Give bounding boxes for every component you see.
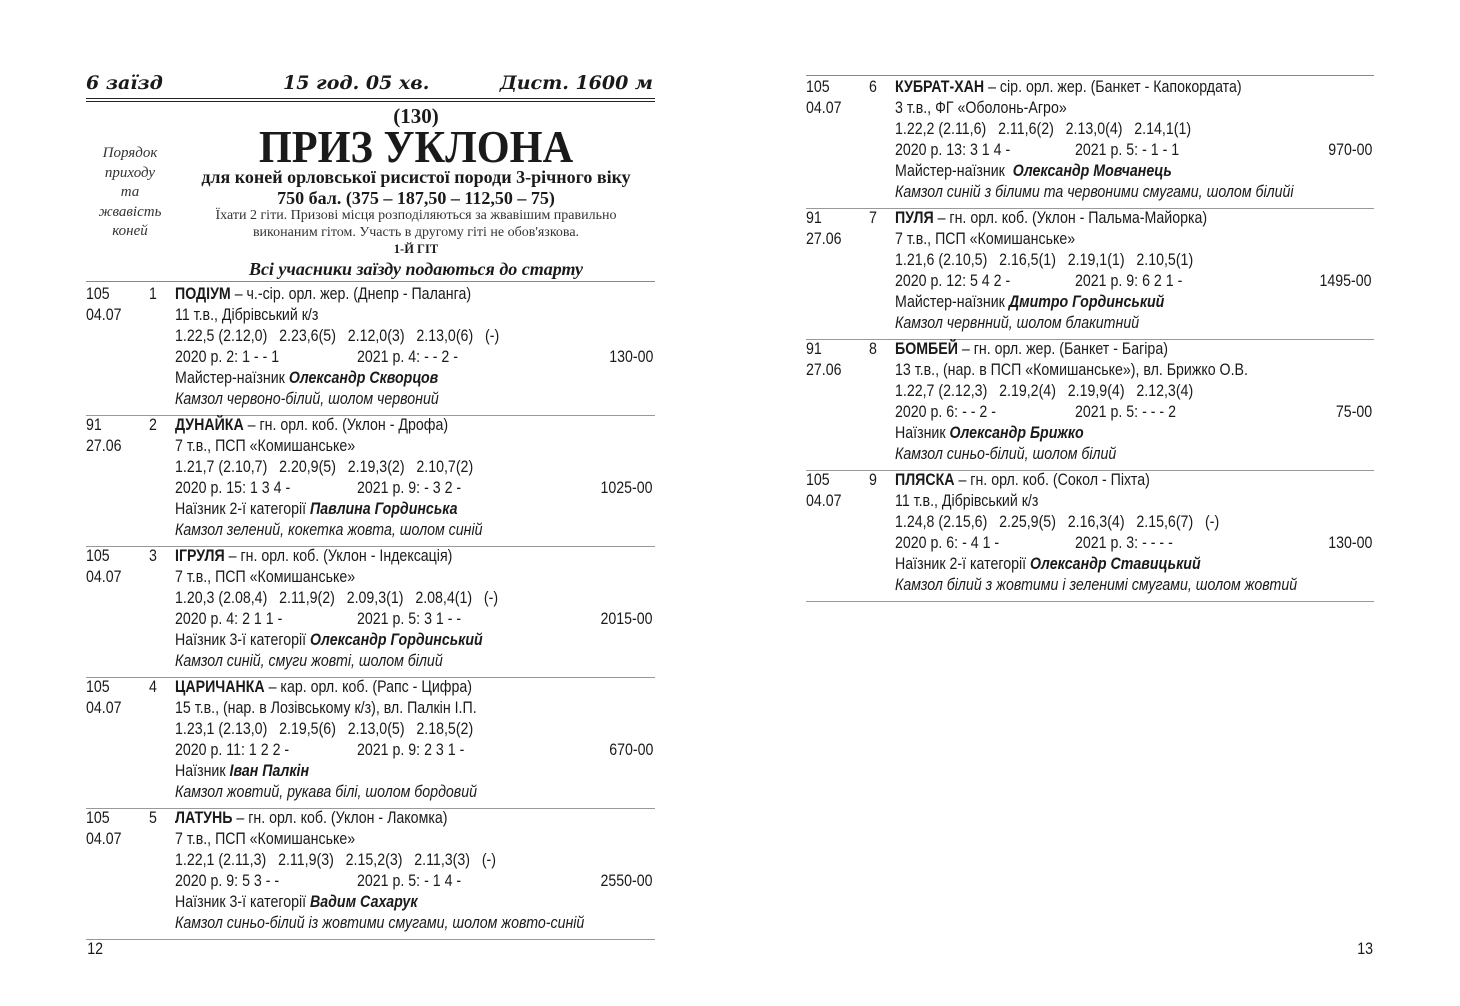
horse-description: – сір. орл. жер. (Банкет - Капокордата) — [984, 78, 1242, 96]
rider-title: Наїзник 2-ї категорії — [895, 555, 1031, 573]
silks-colors: Камзол жовтий, рукава білі, шолом бордовий — [175, 783, 478, 801]
earnings: 130-00 — [608, 348, 653, 366]
rider-title: Наїзник — [175, 762, 230, 780]
rider-name: Іван Палкін — [229, 762, 310, 780]
horse-line — [895, 208, 1207, 229]
origin: 13 т.в., (нар. в ПСП «Комишанське»), вл. Брижко О.В. — [895, 361, 1248, 379]
earnings: 670-00 — [608, 741, 653, 759]
rider-title: Майстер-наїзник — [895, 293, 1009, 311]
horse-description: – гн. орл. коб. (Уклон - Лакомка) — [232, 809, 448, 827]
horse-entry — [86, 808, 655, 940]
race-number: 6 заїзд — [86, 72, 163, 94]
horse-entry — [86, 284, 655, 416]
rider-line — [175, 499, 458, 520]
rider-name: Павлина Гординська — [310, 500, 458, 518]
horse-description: – гн. орл. коб. (Сокол - Піхта) — [954, 471, 1150, 489]
rider-name: Олександр Скворцов — [288, 369, 439, 387]
horse-name: ПУЛЯ — [895, 209, 934, 227]
silks-colors: Камзол білий з жовтими і зеленимі смугами, шолом жовтий — [895, 576, 1298, 594]
record-2021: 2021 р. 9: 6 2 1 - — [1075, 272, 1183, 290]
rider-line — [175, 368, 438, 389]
silks-colors: Камзол червнний, шолом блакитний — [895, 314, 1140, 332]
date: 27.06 — [806, 230, 842, 248]
date: 27.06 — [806, 361, 842, 379]
horse-entry — [806, 77, 1374, 209]
date: 04.07 — [806, 99, 842, 117]
date: 27.06 — [86, 437, 122, 455]
origin: 3 т.в., ФГ «Оболонь-Агро» — [895, 99, 1067, 117]
prize-points: 750 бал. (375 – 187,50 – 112,50 – 75) — [277, 188, 555, 208]
start-number: 2 — [149, 416, 157, 434]
side-label-line: жвавість — [98, 203, 162, 220]
start-note: Всі учасники заїзду подаються до старту — [248, 259, 584, 279]
horse-name: БОМБЕЙ — [895, 340, 958, 358]
weight: 105 — [806, 471, 830, 489]
rider-line — [895, 423, 1084, 444]
rider-name: Дмитро Гординський — [1008, 293, 1165, 311]
times: 1.23,1 (2.13,0) 2.19,5(6) 2.13,0(5) 2.18,5(2) — [175, 720, 474, 738]
side-label-line: Порядок — [102, 145, 158, 161]
earnings: 75-00 — [1335, 403, 1372, 421]
date: 04.07 — [86, 830, 122, 848]
rider-line — [895, 161, 1172, 182]
record-2020: 2020 р. 6: - - 2 - — [895, 403, 996, 421]
record-2020: 2020 р. 9: 5 3 - - — [175, 872, 280, 890]
horse-description: – гн. орл. коб. (Уклон - Дрофа) — [243, 416, 449, 434]
weight: 91 — [806, 209, 822, 227]
horse-entry — [806, 208, 1374, 340]
times: 1.22,7 (2.12,3) 2.19,2(4) 2.19,9(4) 2.12,3(4) — [895, 382, 1194, 400]
prize-number: (130) — [393, 104, 439, 128]
silks-colors: Камзол червоно-білий, шолом червоний — [175, 390, 439, 408]
horse-name: КУБРАТ-ХАН — [895, 78, 985, 96]
rider-name: Вадим Сахарук — [310, 893, 418, 911]
earnings: 130-00 — [1327, 534, 1372, 552]
times: 1.21,6 (2.10,5) 2.16,5(1) 2.19,1(1) 2.10,5(1) — [895, 251, 1194, 269]
subtitle: для коней орловської рисистої породи 3-річного віку — [201, 167, 631, 187]
weight: 105 — [86, 678, 110, 696]
record-2020: 2020 р. 13: 3 1 4 - — [895, 141, 1011, 159]
origin: 15 т.в., (нар. в Лозівському к/з), вл. Палкін І.П. — [175, 699, 477, 717]
earnings: 2015-00 — [600, 610, 653, 628]
horse-entry — [806, 470, 1374, 602]
side-label-line: коней — [112, 223, 148, 239]
date: 04.07 — [86, 568, 122, 586]
rider-line — [895, 554, 1201, 575]
record-2021: 2021 р. 5: - - - 2 — [1075, 403, 1176, 421]
rider-line — [175, 892, 418, 913]
side-label-line: приходу — [104, 164, 156, 181]
page-number: 12 — [87, 940, 104, 958]
origin: 11 т.в., Дібрівський к/з — [895, 492, 1039, 510]
page-number: 13 — [1356, 940, 1373, 958]
horse-name: ІГРУЛЯ — [175, 547, 225, 565]
horse-description: – кар. орл. коб. (Рапс - Цифра) — [264, 678, 472, 696]
date: 04.07 — [86, 699, 122, 717]
rider-title: Майстер-наїзник — [895, 162, 1013, 180]
horse-line — [175, 677, 472, 698]
horse-description: – гн. орл. коб. (Уклон - Пальма-Майорка) — [933, 209, 1208, 227]
times: 1.22,1 (2.11,3) 2.11,9(3) 2.15,2(3) 2.11,3(3) (-) — [175, 851, 497, 869]
silks-colors: Камзол синій, смуги жовті, шолом білий — [175, 652, 443, 670]
rider-name: Олександр Ставицький — [1030, 555, 1201, 573]
record-2020: 2020 р. 6: - 4 1 - — [895, 534, 1000, 552]
start-number: 5 — [149, 809, 157, 827]
horse-description: – гн. орл. жер. (Банкет - Багіра) — [957, 340, 1168, 358]
horse-line — [895, 339, 1168, 360]
horse-name: ЛАТУНЬ — [175, 809, 233, 827]
origin: 7 т.в., ПСП «Комишанське» — [895, 230, 1076, 248]
times: 1.20,3 (2.08,4) 2.11,9(2) 2.09,3(1) 2.08,4(1) (-) — [175, 589, 499, 607]
horse-entry — [806, 339, 1374, 471]
origin: 7 т.в., ПСП «Комишанське» — [175, 568, 356, 586]
horse-line — [175, 415, 448, 436]
side-label-line: та — [120, 184, 140, 200]
side-label — [86, 144, 174, 242]
rules-line: виконаним гітом. Участь в другому гіті не обов'язкова. — [252, 225, 580, 240]
rider-title: Наїзник 2-ї категорії — [175, 500, 311, 518]
horse-name: ПОДІУМ — [175, 285, 231, 303]
earnings: 2550-00 — [600, 872, 653, 890]
record-2020: 2020 р. 4: 2 1 1 - — [175, 610, 283, 628]
silks-colors: Камзол зелений, кокетка жовта, шолом синій — [175, 521, 483, 539]
rider-title: Наїзник 3-ї категорії — [175, 631, 311, 649]
silks-colors: Камзол синьо-білий, шолом білий — [895, 445, 1117, 463]
horse-line — [895, 470, 1150, 491]
rider-name: Олександр Гординський — [310, 631, 483, 649]
record-2020: 2020 р. 15: 1 3 4 - — [175, 479, 291, 497]
silks-colors: Камзол синьо-білий із жовтими смугами, шолом жовто-синій — [175, 914, 585, 932]
start-number: 8 — [869, 340, 877, 358]
record-2020: 2020 р. 12: 5 4 2 - — [895, 272, 1011, 290]
race-time: 15 год. 05 хв. — [283, 72, 430, 94]
earnings: 970-00 — [1327, 141, 1372, 159]
start-number: 6 — [869, 78, 877, 96]
times: 1.22,5 (2.12,0) 2.23,6(5) 2.12,0(3) 2.13,0(6) (-) — [175, 327, 500, 345]
rider-name: Олександр Брижко — [949, 424, 1084, 442]
earnings: 1025-00 — [600, 479, 653, 497]
weight: 105 — [806, 78, 830, 96]
date: 04.07 — [86, 306, 122, 324]
horse-name: ДУНАЙКА — [175, 416, 244, 434]
horse-line — [175, 808, 447, 829]
race-header — [86, 70, 655, 102]
record-2021: 2021 р. 9: 2 3 1 - — [357, 741, 465, 759]
earnings: 1495-00 — [1319, 272, 1372, 290]
rules-line: Їхати 2 гіти. Призові місця розподіляються за жвавішим правильно — [215, 208, 617, 223]
divider — [86, 281, 655, 282]
horse-line — [175, 284, 471, 305]
record-2021: 2021 р. 4: - - 2 - — [357, 348, 458, 366]
times: 1.24,8 (2.15,6) 2.25,9(5) 2.16,3(4) 2.15,6(7) (-) — [895, 513, 1220, 531]
weight: 91 — [86, 416, 102, 434]
rider-title: Наїзник 3-ї категорії — [175, 893, 311, 911]
origin: 7 т.в., ПСП «Комишанське» — [175, 437, 356, 455]
horse-description: – гн. орл. коб. (Уклон - Індексація) — [224, 547, 453, 565]
silks-colors: Камзол синій з білими та червоними смугами, шолом білийі — [895, 183, 1294, 201]
horse-line — [895, 77, 1242, 98]
rider-name: Олександр Мовчанець — [1012, 162, 1172, 180]
horse-description: – ч.-сір. орл. жер. (Днепр - Паланга) — [230, 285, 472, 303]
record-2020: 2020 р. 11: 1 2 2 - — [175, 741, 290, 759]
horse-line — [175, 546, 452, 567]
rider-title: Майстер-наїзник — [175, 369, 289, 387]
record-2021: 2021 р. 9: - 3 2 - — [357, 479, 462, 497]
horse-name: ЦАРИЧАНКА — [175, 678, 265, 696]
horse-entry — [86, 415, 655, 547]
record-2021: 2021 р. 3: - - - - — [1075, 534, 1173, 552]
times: 1.22,2 (2.11,6) 2.11,6(2) 2.13,0(4) 2.14,1(1) — [895, 120, 1192, 138]
horse-name: ПЛЯСКА — [895, 471, 955, 489]
start-number: 7 — [869, 209, 877, 227]
page-title: ПРИЗ УКЛОНА — [258, 121, 574, 172]
weight: 91 — [806, 340, 822, 358]
times: 1.21,7 (2.10,7) 2.20,9(5) 2.19,3(2) 2.10,7(2) — [175, 458, 474, 476]
record-2021: 2021 р. 5: 3 1 - - — [357, 610, 462, 628]
start-number: 9 — [869, 471, 877, 489]
horse-entry — [86, 677, 655, 809]
record-2021: 2021 р. 5: - 1 - 1 — [1075, 141, 1180, 159]
rider-title: Наїзник — [895, 424, 950, 442]
race-distance: Дист. 1600 м — [499, 72, 653, 94]
weight: 105 — [86, 285, 110, 303]
start-number: 1 — [149, 285, 157, 303]
heat-label: 1-Й ГІТ — [393, 242, 439, 256]
origin: 11 т.в., Дібрівський к/з — [175, 306, 319, 324]
start-number: 3 — [149, 547, 157, 565]
divider — [806, 75, 1374, 76]
weight: 105 — [86, 547, 110, 565]
record-2020: 2020 р. 2: 1 - - 1 — [175, 348, 280, 366]
record-2021: 2021 р. 5: - 1 4 - — [357, 872, 462, 890]
origin: 7 т.в., ПСП «Комишанське» — [175, 830, 356, 848]
weight: 105 — [86, 809, 110, 827]
start-number: 4 — [149, 678, 157, 696]
rider-line — [895, 292, 1164, 313]
horse-entry — [86, 546, 655, 678]
date: 04.07 — [806, 492, 842, 510]
rider-line — [175, 761, 309, 782]
rider-line — [175, 630, 483, 651]
